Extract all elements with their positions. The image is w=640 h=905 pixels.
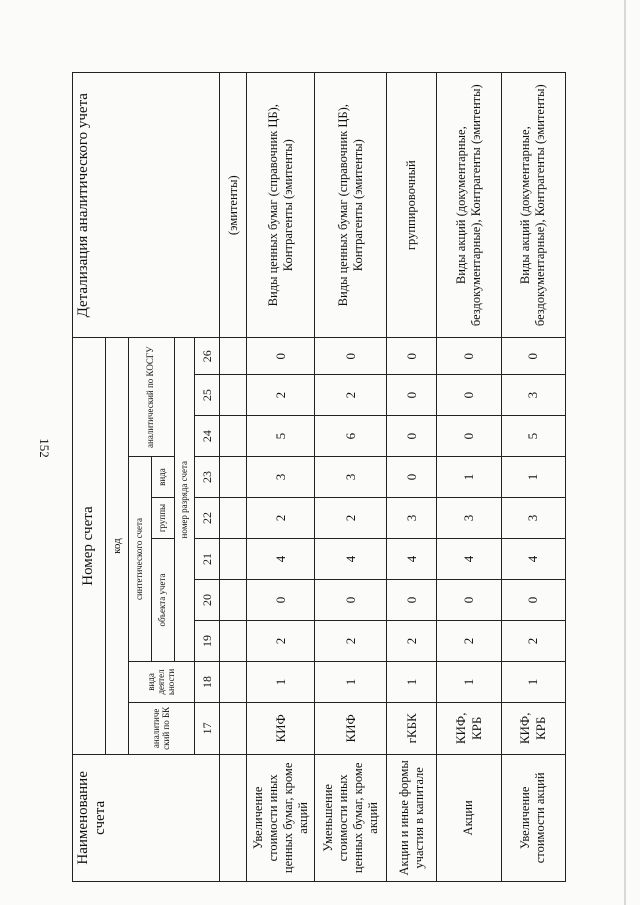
row-digit-26: 0 [314,338,387,375]
column-number: 25 [195,375,220,416]
row-digit-25: 2 [247,375,314,416]
row-account-name: Увеличение стоимости акций [501,754,565,881]
header-group: группы [151,498,174,539]
row-detail: группировочный [387,73,437,338]
row-digit-21: 4 [387,539,437,580]
row-digit-24: 5 [501,416,565,457]
row-account-name: Акции и иные формы участия в капитале [387,754,437,881]
continuation-cell [220,338,247,375]
continuation-cell [220,498,247,539]
header-synthetic: синтетического счета [129,457,152,662]
continuation-cell [220,661,247,702]
header-digit-number: номер разряда счета [174,338,195,662]
header-detail: Детализация аналитического учета [73,73,220,338]
column-number: 22 [195,498,220,539]
row-digit-19: 2 [387,620,437,661]
continuation-cell [220,620,247,661]
table-row [314,73,387,882]
row-digit-20: 0 [314,580,387,621]
row-analytic-bk: КИФ [247,702,314,754]
row-digit-25: 2 [314,375,387,416]
account-table-container [72,72,566,882]
row-digit-21: 4 [501,539,565,580]
continuation-cell [220,580,247,621]
row-digit-23: 1 [437,457,501,498]
row-detail: Виды акций (документарные, бездокументарные), Контрагенты (эмитенты) [437,73,501,338]
header-object: объекта учета [151,539,174,662]
header-analytic-kosgu: аналитический по КОСГУ [129,338,175,457]
row-activity: 1 [437,661,501,702]
row-digit-22: 2 [247,498,314,539]
table-row [501,73,565,882]
continuation-detail: (эмитенты) [220,73,247,338]
row-analytic-bk: КИФ, КРБ [437,702,501,754]
row-analytic-bk: КИФ [314,702,387,754]
row-analytic-bk: КИФ, КРБ [501,702,565,754]
row-digit-19: 2 [501,620,565,661]
continuation-cell [220,539,247,580]
row-digit-22: 3 [501,498,565,539]
header-kind: вида [151,457,174,498]
row-detail: Виды ценных бумаг (справочник ЦБ), Контрагенты (эмитенты) [247,73,314,338]
row-digit-23: 3 [314,457,387,498]
header-account-number: Номер счета [73,338,106,754]
row-digit-25: 3 [501,375,565,416]
row-digit-24: 5 [247,416,314,457]
column-number: 21 [195,539,220,580]
header-activity: вида деятел ьности [129,661,195,702]
row-account-name: Увеличение стоимости иных ценных бумаг, кроме акций [247,754,314,881]
row-digit-21: 4 [314,539,387,580]
continuation-cell [220,754,247,881]
continuation-cell [220,416,247,457]
row-digit-19: 2 [314,620,387,661]
row-digit-23: 1 [501,457,565,498]
row-digit-23: 0 [387,457,437,498]
column-number: 17 [195,702,220,754]
page-edge [624,0,626,905]
continuation-cell [220,702,247,754]
account-table [72,72,566,882]
row-digit-26: 0 [437,338,501,375]
row-analytic-bk: гКБК [387,702,437,754]
row-digit-26: 0 [387,338,437,375]
row-digit-20: 0 [437,580,501,621]
page-number: 152 [37,438,52,458]
row-digit-20: 0 [387,580,437,621]
row-digit-19: 2 [437,620,501,661]
row-digit-24: 0 [387,416,437,457]
row-digit-25: 0 [387,375,437,416]
row-account-name: Акции [437,754,501,881]
row-digit-22: 2 [314,498,387,539]
row-activity: 1 [501,661,565,702]
row-detail: Виды акций (документарные, бездокументарные), Контрагенты (эмитенты) [501,73,565,338]
row-digit-23: 3 [247,457,314,498]
table-row [437,73,501,882]
row-activity: 1 [247,661,314,702]
row-digit-19: 2 [247,620,314,661]
header-code: код [106,338,129,754]
header-account-name: Наименование счета [73,754,220,881]
column-number: 24 [195,416,220,457]
row-activity: 1 [314,661,387,702]
table-row [387,73,437,882]
column-number: 26 [195,338,220,375]
row-digit-24: 6 [314,416,387,457]
row-digit-26: 0 [247,338,314,375]
continuation-cell [220,375,247,416]
table-row [247,73,314,882]
row-detail: Виды ценных бумаг (справочник ЦБ), Контрагенты (эмитенты) [314,73,387,338]
row-activity: 1 [387,661,437,702]
row-digit-22: 3 [437,498,501,539]
column-number: 23 [195,457,220,498]
row-digit-21: 4 [247,539,314,580]
continuation-cell [220,457,247,498]
row-digit-21: 4 [437,539,501,580]
row-digit-20: 0 [247,580,314,621]
column-number: 18 [195,661,220,702]
row-digit-22: 3 [387,498,437,539]
row-digit-26: 0 [501,338,565,375]
row-account-name: Уменьшение стоимости иных ценных бумаг, кроме акций [314,754,387,881]
column-number: 19 [195,620,220,661]
column-number: 20 [195,580,220,621]
header-analytic-bk: аналитиче ский по БК [129,702,195,754]
row-digit-20: 0 [501,580,565,621]
row-digit-25: 0 [437,375,501,416]
row-digit-24: 0 [437,416,501,457]
